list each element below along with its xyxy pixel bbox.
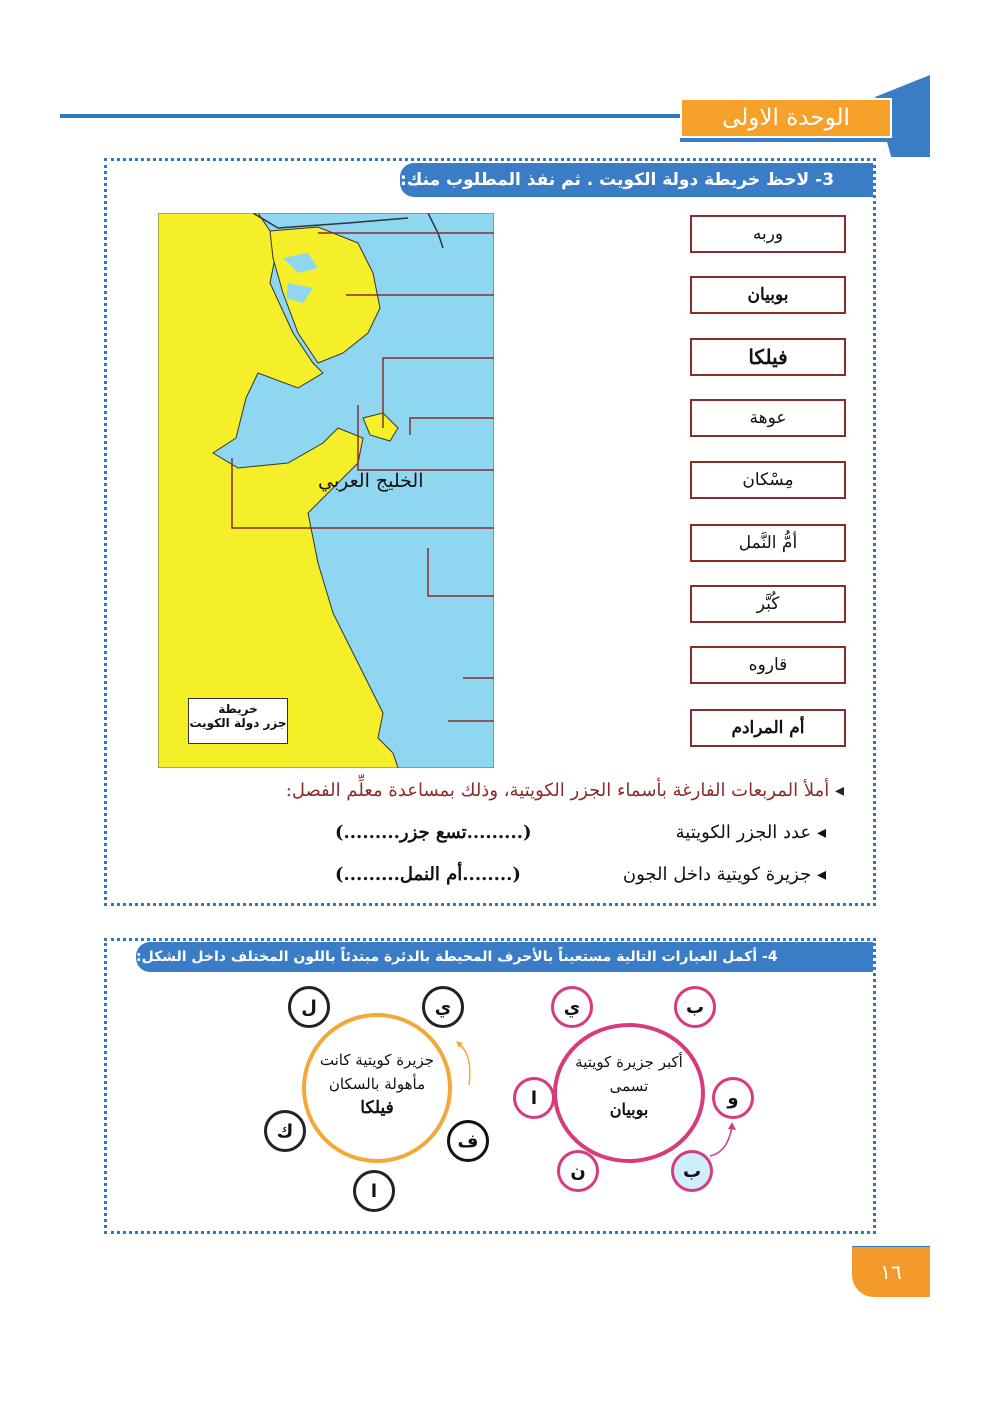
map-legend-line2: جزر دولة الكويت [189, 716, 287, 730]
q3-row-2-label [623, 864, 826, 885]
left-circle-answer[interactable]: فيلكا [360, 1098, 394, 1118]
q3-row-2-answer[interactable]: (........أم النمل.........) [335, 864, 521, 885]
left-letter-kaf: ك [264, 1110, 306, 1152]
q3-row-1-label-text: عدد الجزر الكويتية [675, 822, 812, 843]
q3-instruction-text: أملأ المربعات الفارغة بأسماء الجزر الكويتية، وذلك بمساعدة معلِّم الفصل: [285, 780, 830, 801]
right-letter-waw: و [712, 1077, 754, 1119]
q3-instruction [286, 780, 844, 801]
right-letter-nun: ن [557, 1150, 599, 1192]
right-letter-ba-top: ب [674, 986, 716, 1028]
question-4-frame [104, 938, 876, 1234]
left-letter-alif: ا [353, 1170, 395, 1212]
right-circle-text [553, 1050, 705, 1122]
island-label-failaka: فيلكا [690, 338, 846, 376]
island-label-auha: عوهة [690, 399, 846, 437]
q3-row-1-label [676, 822, 826, 843]
q3-row-2-label-text: جزيرة كويتية داخل الجون [622, 864, 812, 885]
left-letter-fa: ف [447, 1120, 489, 1162]
island-label-kubbar: كُبَّر [690, 585, 846, 623]
island-label-qaruh: قاروه [690, 646, 846, 684]
left-circle-text [302, 1048, 452, 1120]
right-letter-ba-start: ب [671, 1150, 713, 1192]
question-3-title: 3- لاحظ خريطة دولة الكويت . ثم نفذ المطلوب منك: [400, 163, 873, 197]
bullet-icon: ◂ [829, 780, 844, 801]
right-letter-alif: ا [513, 1077, 555, 1119]
right-circle-answer[interactable]: بوبيان [609, 1100, 649, 1119]
right-letter-ya: ي [551, 986, 593, 1028]
bullet-icon: ◂ [811, 822, 826, 843]
right-circle-line2: تسمى [609, 1077, 649, 1095]
left-letter-lam: ل [288, 986, 330, 1028]
header-rule [60, 114, 685, 118]
left-circle-line1: جزيرة كويتية كانت [319, 1051, 435, 1069]
bullet-icon: ◂ [811, 864, 826, 885]
unit-title: الوحدة الاولى [680, 98, 892, 138]
q3-row-1-answer[interactable]: (.........تسع جزر.........) [335, 822, 532, 843]
map-legend [188, 698, 288, 744]
island-label-warbah: وربه [690, 215, 846, 253]
map-legend-line1: خريطة [218, 702, 258, 716]
island-label-miskan: مِسْكان [690, 461, 846, 499]
right-circle-line1: أكبر جزيرة كويتية [575, 1053, 683, 1071]
question-4-title: 4- أكمل العبارات التالية مستعيناً بالأحرف المحيطة بالدئرة مبتدئاً باللون المختلف داخل الشكل: [136, 942, 873, 972]
island-label-bubiyan: بوبيان [690, 276, 846, 314]
left-letter-ya: ي [422, 986, 464, 1028]
page-number: ١٦ [852, 1247, 930, 1297]
island-label-umm-al-maradim: أم المرادم [690, 709, 846, 747]
right-arrow-icon [708, 1122, 738, 1158]
sea-label: الخليج العربي [318, 470, 424, 492]
island-label-umm-al-namil: أمُّ النَّمل [690, 524, 846, 562]
left-circle-line2: مأهولة بالسكان [328, 1075, 426, 1093]
left-arrow-icon [455, 1040, 475, 1090]
